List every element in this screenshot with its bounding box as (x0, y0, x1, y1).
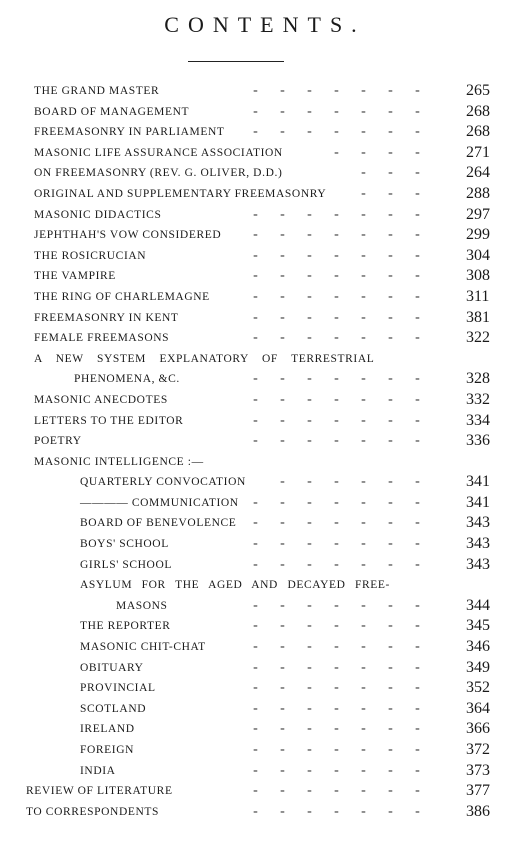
toc-page-number: 308 (466, 267, 490, 285)
leader-dashes: - - - (361, 185, 420, 201)
toc-entry-title: THE ROSICRUCIAN (34, 249, 147, 262)
toc-entry (0, 247, 521, 268)
toc-entry-title: ———— COMMUNICATION (80, 496, 239, 509)
toc-entry (0, 309, 521, 330)
toc-page-number: 332 (466, 390, 490, 408)
leader-dashes: - - - - - - - (253, 206, 420, 222)
toc-page-number: 336 (466, 432, 490, 450)
toc-entry (0, 741, 521, 762)
leader-dashes: - - - - - - - (253, 556, 420, 572)
toc-entry (0, 432, 521, 453)
leader-dashes: - - - - - - (280, 474, 420, 490)
leader-dashes: - - - - - - - (253, 680, 420, 696)
toc-entry (0, 206, 521, 227)
toc-page-number: 364 (466, 699, 490, 717)
toc-entry (0, 453, 521, 474)
toc-entry-title: ASYLUM FOR THE AGED AND DECAYED FREE- (80, 579, 390, 592)
toc-entry-title: ON FREEMASONRY (REV. G. OLIVER, D.D.) (34, 167, 283, 180)
leader-dashes: - - - - - - - (253, 330, 420, 346)
leader-dashes: - - - - - - - (253, 742, 420, 757)
leader-dashes: - - - - - - - (253, 124, 420, 140)
toc-entry (0, 412, 521, 433)
leader-dashes: - - - - - - - (253, 536, 420, 552)
toc-entry (0, 103, 521, 124)
toc-entry-title: IRELAND (80, 723, 135, 736)
toc-page-number: 304 (466, 246, 490, 264)
toc-page-number: 381 (466, 308, 490, 326)
toc-entry-title: JEPHTHAH'S VOW CONSIDERED (34, 229, 222, 242)
toc-page-number: 334 (466, 411, 490, 429)
toc-entry-title: QUARTERLY CONVOCATION (80, 476, 246, 489)
toc-entry-title: BOYS' SCHOOL (80, 538, 169, 551)
toc-page-number: 322 (466, 329, 490, 347)
toc-entry-title: OBITUARY (80, 661, 144, 674)
toc-entry (0, 82, 521, 103)
toc-entry (0, 473, 521, 494)
toc-entry (0, 370, 521, 391)
toc-entry (0, 288, 521, 309)
toc-entry (0, 267, 521, 288)
leader-dashes: - - - - - - - (253, 227, 420, 243)
toc-page-number: 373 (466, 761, 490, 779)
toc-page-number: 352 (466, 679, 490, 697)
toc-entry-title: THE GRAND MASTER (34, 85, 160, 97)
toc-page-number: 341 (466, 473, 490, 491)
toc-entry-title: BOARD OF MANAGEMENT (34, 105, 190, 118)
toc-page-number: 297 (466, 205, 490, 223)
toc-page-number: 268 (466, 102, 490, 120)
toc-entry (0, 226, 521, 247)
toc-entry-title: POETRY (34, 435, 82, 448)
toc-page-number: 268 (466, 123, 490, 141)
toc-entry (0, 350, 521, 371)
toc-entry-title: SCOTLAND (80, 702, 147, 715)
toc-entry-title: FREEMASONRY IN KENT (34, 311, 179, 324)
toc-page-number: 341 (466, 493, 490, 511)
toc-page-number: 372 (466, 741, 490, 758)
leader-dashes: - - - - - - - (253, 721, 420, 737)
toc-entry (0, 535, 521, 556)
toc-page-number: 264 (466, 164, 490, 182)
toc-entry-title: FEMALE FREEMASONS (34, 332, 170, 345)
leader-dashes: - - - - - - - (253, 618, 420, 634)
leader-dashes: - - - - (334, 144, 420, 160)
toc-entry (0, 185, 521, 206)
leader-dashes: - - - - - - - (253, 247, 420, 263)
toc-entry-title: MASONIC DIDACTICS (34, 208, 162, 221)
toc-entry (0, 576, 521, 597)
leader-dashes: - - - - - - - (253, 412, 420, 428)
leader-dashes: - - - - - - - (253, 103, 420, 119)
toc-entry-title: THE RING OF CHARLEMAGNE (34, 290, 210, 303)
toc-entry-title: PHENOMENA, &C. (74, 373, 180, 386)
page-title: CONTENTS. (164, 12, 366, 37)
contents-list (0, 82, 521, 823)
toc-page-number: 311 (466, 287, 490, 305)
toc-entry-title: FREEMASONRY IN PARLIAMENT (34, 126, 225, 139)
toc-page-number: 344 (466, 596, 490, 614)
toc-entry-title: THE VAMPIRE (34, 270, 116, 283)
toc-entry-title: MASONIC ANECDOTES (34, 393, 168, 406)
toc-page-number: 386 (466, 802, 490, 820)
toc-page-number: 299 (466, 226, 490, 244)
toc-entry-title: PROVINCIAL (80, 682, 156, 695)
leader-dashes: - - - - - - - (253, 597, 420, 613)
toc-page-number: 345 (466, 617, 490, 635)
toc-entry-title: MASONIC INTELLIGENCE :— (34, 455, 204, 468)
toc-entry (0, 494, 521, 515)
leader-dashes: - - - - - - - (253, 391, 420, 407)
toc-entry (0, 762, 521, 783)
leader-dashes: - - - - - - - (253, 762, 420, 778)
toc-entry (0, 659, 521, 680)
toc-page-number: 288 (466, 184, 490, 202)
toc-page-number: 366 (466, 720, 490, 738)
toc-entry (0, 803, 521, 824)
toc-entry (0, 700, 521, 721)
toc-page-number: 271 (466, 143, 490, 161)
toc-entry (0, 556, 521, 577)
toc-entry (0, 679, 521, 700)
toc-entry (0, 329, 521, 350)
toc-entry-title: A NEW SYSTEM EXPLANATORY OF TERRESTRIAL (34, 352, 375, 365)
toc-entry-title: MASONS (116, 599, 168, 612)
toc-page-number: 265 (466, 82, 490, 99)
toc-entry-title: THE REPORTER (80, 620, 171, 633)
toc-entry (0, 782, 521, 803)
leader-dashes: - - - - - - - (253, 639, 420, 655)
leader-dashes: - - - - - - - (253, 700, 420, 716)
toc-page-number: 377 (466, 782, 490, 800)
leader-dashes: - - - - - - - (253, 288, 420, 304)
toc-entry-title: MASONIC CHIT-CHAT (80, 641, 206, 654)
toc-page-number: 346 (466, 638, 490, 656)
toc-entry (0, 617, 521, 638)
toc-entry-title: INDIA (80, 764, 116, 777)
toc-entry-title: GIRLS' SCHOOL (80, 558, 172, 571)
toc-page-number: 343 (466, 514, 490, 532)
leader-dashes: - - - - - - - (253, 83, 420, 98)
toc-entry-title: REVIEW OF LITERATURE (26, 785, 173, 798)
toc-entry-title: MASONIC LIFE ASSURANCE ASSOCIATION (34, 146, 283, 159)
toc-page-number: 349 (466, 658, 490, 676)
toc-entry (0, 123, 521, 144)
leader-dashes: - - - - - - - (253, 371, 420, 387)
leader-dashes: - - - - - - - (253, 494, 420, 510)
toc-entry (0, 597, 521, 618)
toc-page-number: 343 (466, 555, 490, 573)
toc-entry-title: LETTERS TO THE EDITOR (34, 414, 184, 427)
toc-page-number: 328 (466, 370, 490, 388)
toc-entry (0, 391, 521, 412)
leader-dashes: - - - (361, 165, 420, 181)
toc-entry (0, 144, 521, 165)
leader-dashes: - - - - - - - (253, 803, 420, 819)
title-rule (188, 61, 284, 62)
toc-entry-title: ORIGINAL AND SUPPLEMENTARY FREEMASONRY (34, 187, 327, 200)
toc-entry (0, 638, 521, 659)
leader-dashes: - - - - - - - (253, 268, 420, 284)
leader-dashes: - - - - - - - (253, 783, 420, 799)
toc-entry (0, 720, 521, 741)
toc-page-number: 343 (466, 535, 490, 553)
leader-dashes: - - - - - - - (253, 309, 420, 325)
toc-entry (0, 164, 521, 185)
toc-entry-title: TO CORRESPONDENTS (26, 805, 159, 818)
leader-dashes: - - - - - - - (253, 433, 420, 449)
leader-dashes: - - - - - - - (253, 659, 420, 675)
leader-dashes: - - - - - - - (253, 515, 420, 531)
toc-entry-title: FOREIGN (80, 744, 135, 756)
toc-entry (0, 514, 521, 535)
toc-entry-title: BOARD OF BENEVOLENCE (80, 517, 237, 530)
